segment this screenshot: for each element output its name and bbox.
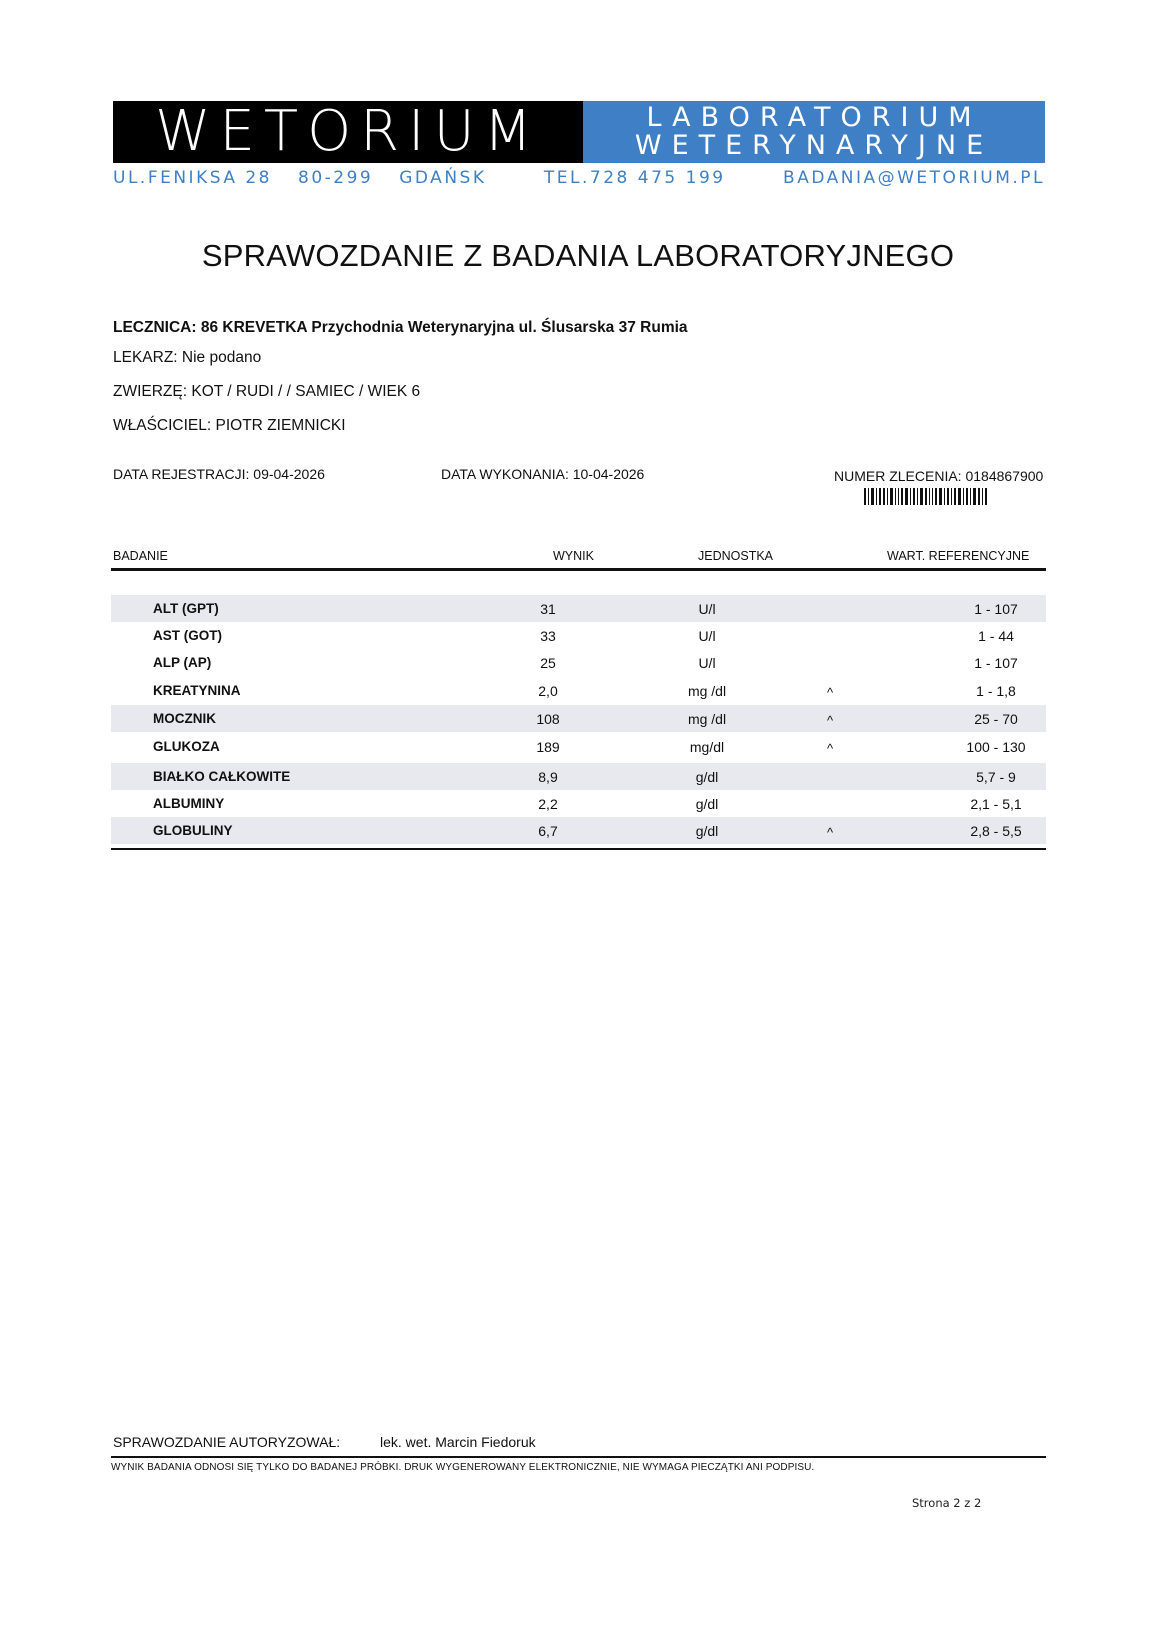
reference-range: 5,7 - 9 bbox=[976, 769, 1016, 785]
reference-range: 1 - 1,8 bbox=[976, 683, 1016, 699]
table-row bbox=[111, 677, 1046, 704]
test-result: 6,7 bbox=[538, 823, 558, 839]
doctor-info: LEKARZ: Nie podano bbox=[113, 349, 262, 366]
test-unit: mg/dl bbox=[689, 739, 725, 755]
logo-brand: WETORIUM bbox=[113, 101, 583, 163]
table-bottom-rule bbox=[111, 848, 1046, 850]
lab-contact bbox=[113, 168, 1045, 188]
test-result: 189 bbox=[536, 739, 560, 755]
order-barcode bbox=[864, 488, 1022, 505]
test-result: 25 bbox=[540, 655, 556, 671]
test-unit: U/l bbox=[698, 601, 716, 617]
lab-email: BADANIA@WETORIUM.PL bbox=[783, 168, 1045, 188]
test-unit: g/dl bbox=[695, 796, 719, 812]
header-ref: WART. REFERENCYJNE bbox=[887, 549, 1030, 563]
table-row bbox=[111, 649, 1046, 676]
order-number: NUMER ZLECENIA: 0184867900 bbox=[834, 468, 1044, 484]
lab-phone: TEL.728 475 199 bbox=[543, 168, 726, 188]
abnormal-flag: ^ bbox=[826, 685, 834, 700]
reference-range: 2,1 - 5,1 bbox=[970, 796, 1022, 812]
authorized-label: SPRAWOZDANIE AUTORYZOWAŁ: bbox=[113, 1434, 341, 1450]
reference-range: 100 - 130 bbox=[966, 739, 1026, 755]
test-name: GLOBULINY bbox=[153, 823, 233, 838]
table-row bbox=[111, 705, 1046, 732]
owner-info: WŁAŚCICIEL: PIOTR ZIEMNICKI bbox=[113, 417, 346, 434]
test-name: ALBUMINY bbox=[153, 796, 225, 811]
test-name: GLUKOZA bbox=[153, 739, 220, 754]
lab-logo bbox=[113, 101, 1045, 163]
abnormal-flag: ^ bbox=[826, 713, 834, 728]
reference-range: 25 - 70 bbox=[974, 711, 1018, 727]
authorized-name: lek. wet. Marcin Fiedoruk bbox=[380, 1434, 536, 1450]
header-result: WYNIK bbox=[553, 549, 594, 563]
test-name: BIAŁKO CAŁKOWITE bbox=[153, 769, 291, 784]
footer-note: WYNIK BADANIA ODNOSI SIĘ TYLKO DO BADANEJ PRÓBKI. DRUK WYGENEROWANY ELEKTRONICZNIE, NIE WYMAGA PIECZĄTKI ANI PODPISU. bbox=[111, 1462, 815, 1473]
test-name: ALT (GPT) bbox=[153, 601, 219, 616]
test-unit: U/l bbox=[698, 628, 716, 644]
header-unit: JEDNOSTKA bbox=[698, 549, 774, 563]
registration-date: DATA REJESTRACJI: 09-04-2026 bbox=[113, 466, 325, 482]
test-unit: U/l bbox=[698, 655, 716, 671]
test-result: 31 bbox=[540, 601, 556, 617]
table-row bbox=[111, 790, 1046, 817]
reference-range: 1 - 107 bbox=[974, 601, 1018, 617]
test-name: AST (GOT) bbox=[153, 628, 222, 643]
test-unit: mg /dl bbox=[687, 711, 727, 727]
test-result: 108 bbox=[536, 711, 560, 727]
table-row bbox=[111, 622, 1046, 649]
table-row bbox=[111, 817, 1046, 844]
animal-info: ZWIERZĘ: KOT / RUDI / / SAMIEC / WIEK 6 bbox=[113, 383, 421, 400]
abnormal-flag: ^ bbox=[826, 741, 834, 756]
table-row bbox=[111, 763, 1046, 790]
table-row bbox=[111, 733, 1046, 760]
logo-subtitle-line2: WETERYNARYJNE bbox=[634, 130, 994, 161]
address-street: UL.FENIKSA 28 bbox=[113, 168, 272, 188]
test-unit: g/dl bbox=[695, 823, 719, 839]
test-name: MOCZNIK bbox=[153, 711, 216, 726]
address-postal: 80-299 bbox=[298, 168, 374, 188]
table-row bbox=[111, 595, 1046, 622]
header-test: BADANIE bbox=[113, 549, 168, 563]
test-unit: mg /dl bbox=[687, 683, 727, 699]
test-name: ALP (AP) bbox=[153, 655, 212, 670]
document-title: SPRAWOZDANIE Z BADANIA LABORATORYJNEGO bbox=[201, 238, 955, 273]
test-unit: g/dl bbox=[695, 769, 719, 785]
logo-subtitle bbox=[583, 101, 1045, 163]
test-name: KREATYNINA bbox=[153, 683, 241, 698]
address-city: GDAŃSK bbox=[399, 168, 487, 188]
reference-range: 1 - 107 bbox=[974, 655, 1018, 671]
clinic-info: LECZNICA: 86 KREVETKA Przychodnia Weterynaryjna ul. Ślusarska 37 Rumia bbox=[113, 319, 688, 336]
reference-range: 1 - 44 bbox=[978, 628, 1014, 644]
lab-address bbox=[113, 168, 486, 188]
abnormal-flag: ^ bbox=[826, 825, 834, 840]
test-result: 2,2 bbox=[538, 796, 558, 812]
footer-rule bbox=[111, 1456, 1046, 1458]
test-result: 8,9 bbox=[538, 769, 558, 785]
execution-date: DATA WYKONANIA: 10-04-2026 bbox=[441, 466, 645, 482]
page-number: Strona 2 z 2 bbox=[912, 1496, 982, 1510]
reference-range: 2,8 - 5,5 bbox=[970, 823, 1022, 839]
test-result: 33 bbox=[540, 628, 556, 644]
table-top-rule bbox=[111, 568, 1046, 571]
logo-subtitle-line1: LABORATORIUM bbox=[646, 102, 982, 133]
test-result: 2,0 bbox=[538, 683, 558, 699]
